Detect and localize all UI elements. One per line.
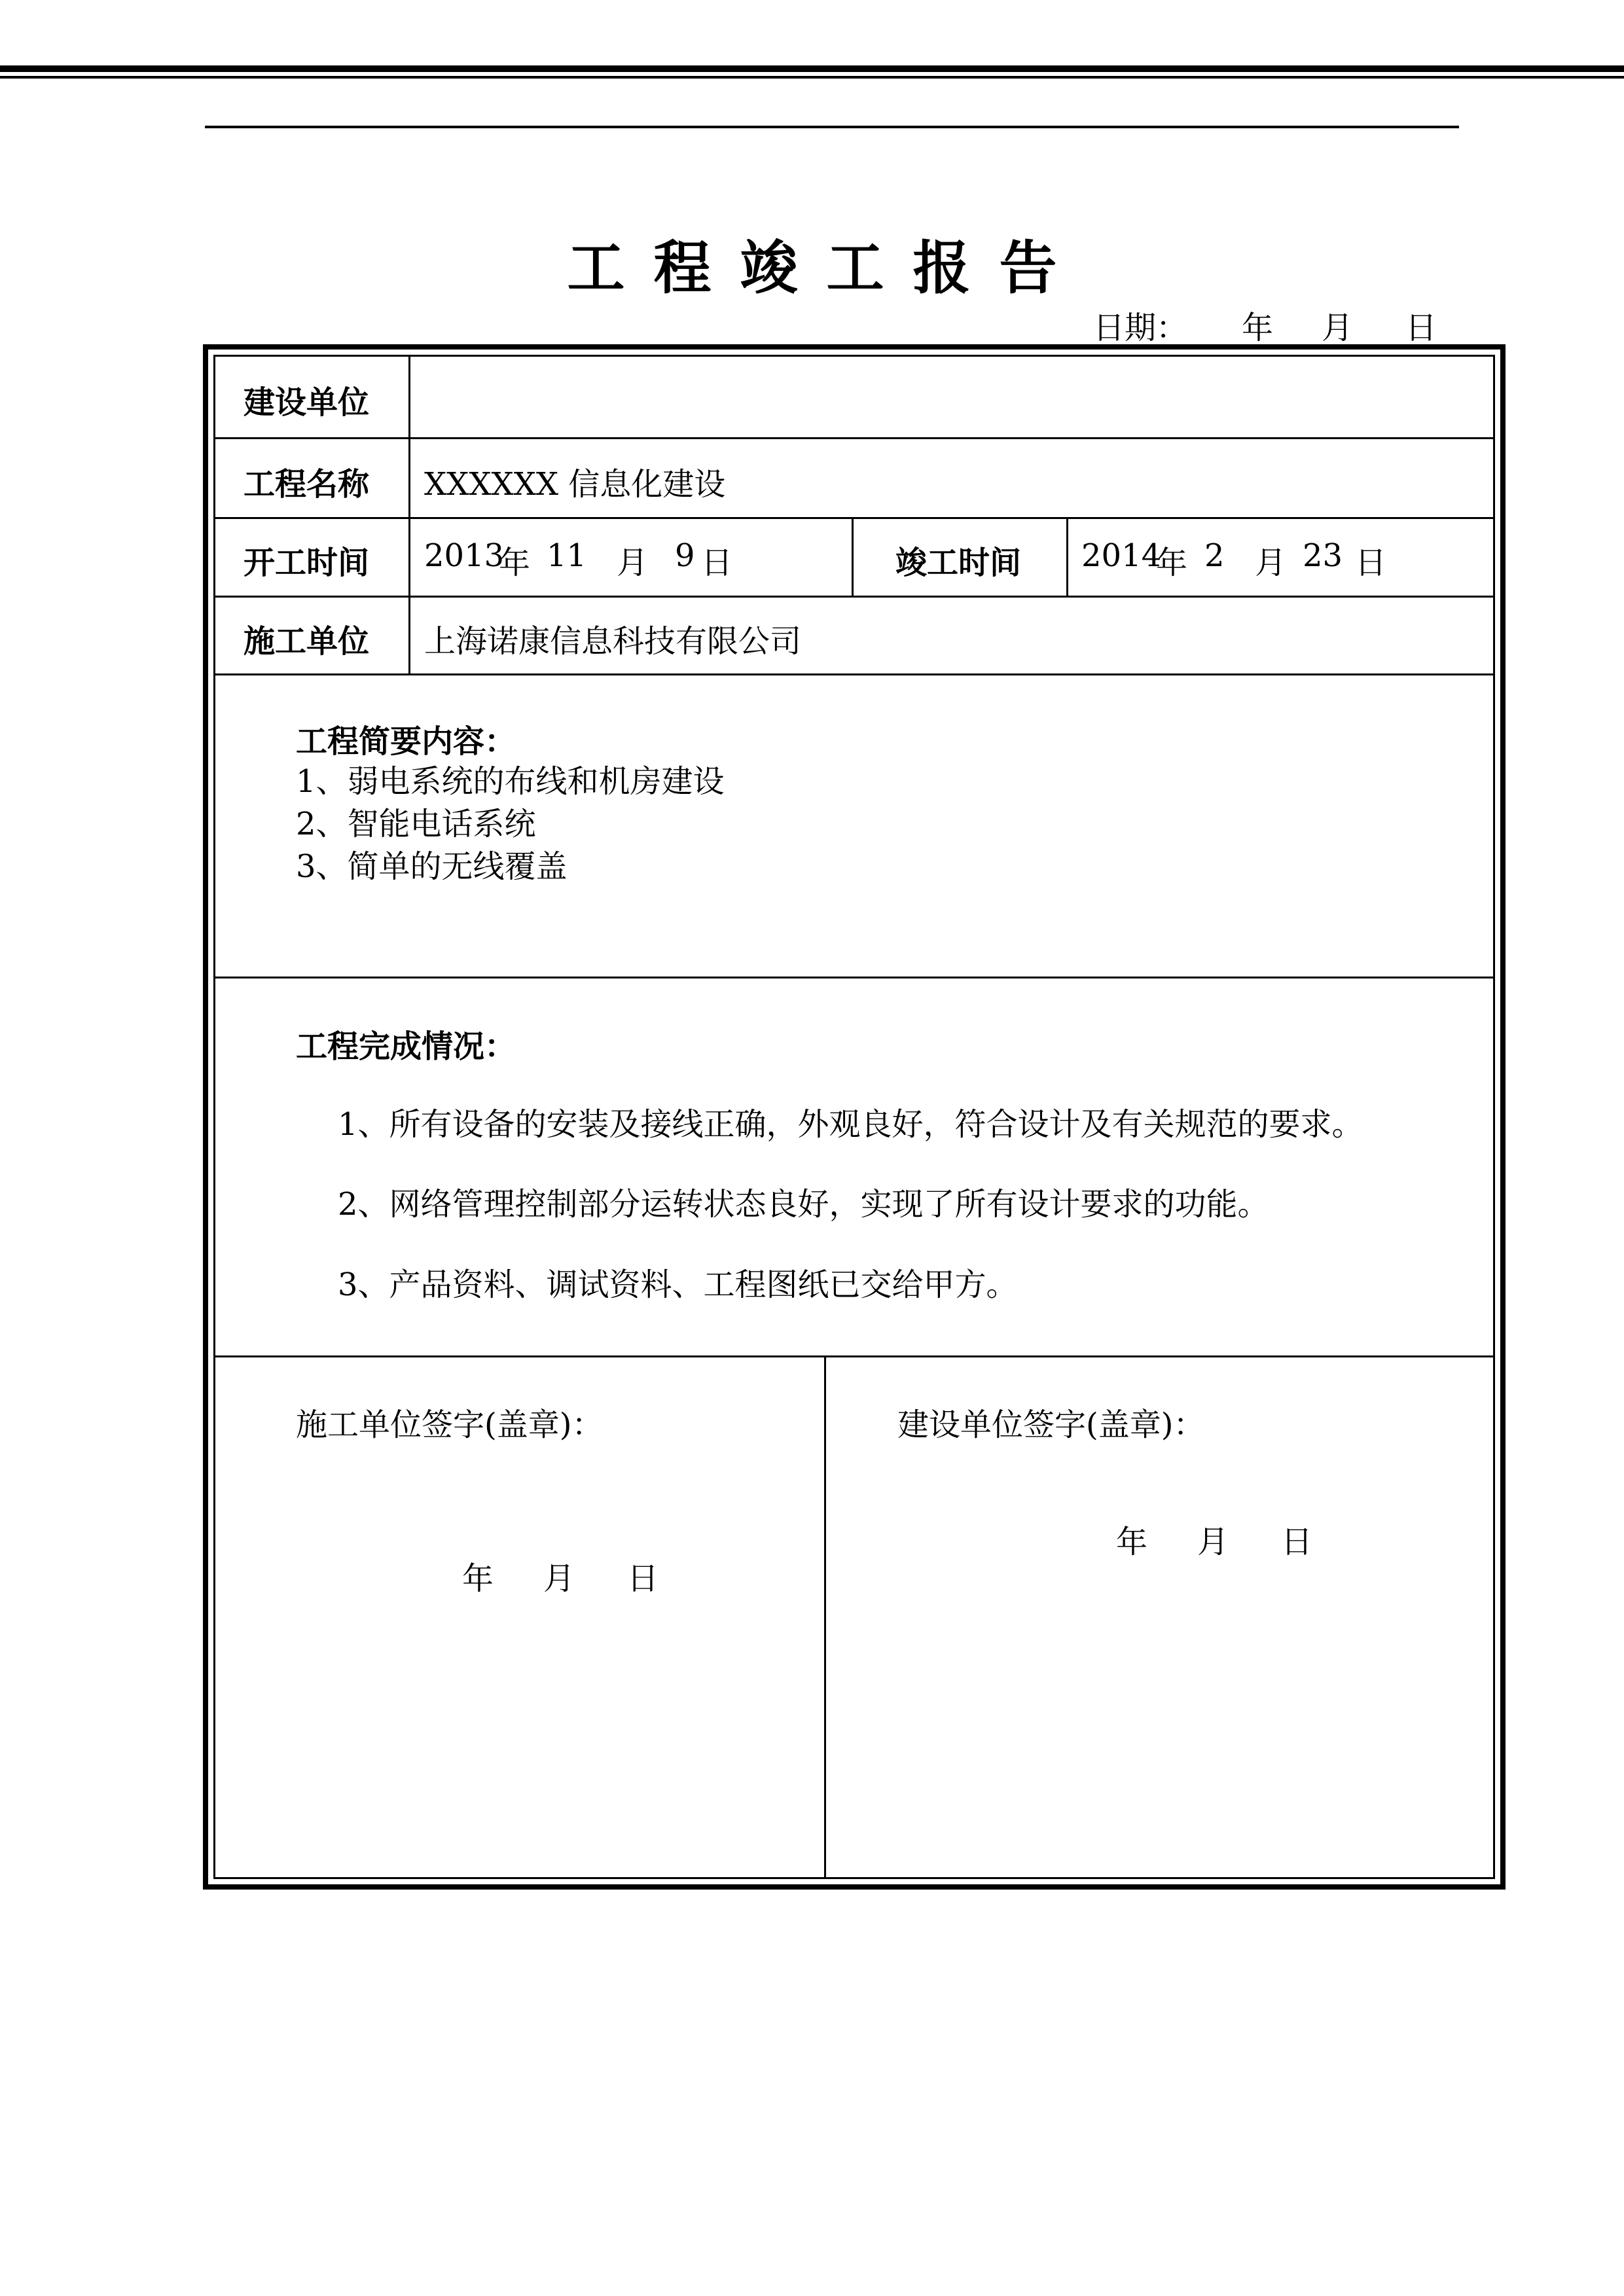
cell-divider	[852, 517, 854, 596]
owner-sign-year-unit: 年	[1116, 1524, 1148, 1560]
top-rule-thin	[0, 76, 1624, 79]
date-day-unit: 日	[1405, 310, 1437, 346]
project-name-label: 工程名称	[244, 466, 370, 503]
row-divider	[213, 437, 1495, 439]
start-day-number: 9	[675, 537, 695, 574]
owner-sign-month-unit: 月	[1197, 1524, 1229, 1560]
start-month-unit: 月	[617, 545, 649, 581]
row-divider	[213, 596, 1495, 598]
summary-heading: 工程简要内容：	[296, 723, 516, 760]
owner-unit-label: 建设单位	[244, 384, 370, 421]
start-year-number: 2013	[424, 537, 505, 574]
contractor-sign-year-unit: 年	[462, 1560, 494, 1597]
completion-time-label: 竣工时间	[895, 545, 1022, 581]
date-year-unit: 年	[1242, 310, 1274, 346]
end-month-unit: 月	[1255, 545, 1287, 581]
completion-item: 1、所有设备的安装及接线正确，外观良好，符合设计及有关规范的要求。	[338, 1106, 1363, 1143]
contractor-sign-day-unit: 日	[627, 1560, 659, 1597]
row-divider	[213, 517, 1495, 519]
completion-item: 3、产品资料、调试资料、工程图纸已交给甲方。	[338, 1266, 1018, 1303]
owner-sign-day-unit: 日	[1281, 1524, 1313, 1560]
end-month-number: 2	[1204, 537, 1225, 574]
page-title: 工程竣工报告	[567, 234, 1086, 302]
date-month-unit: 月	[1322, 310, 1354, 346]
start-day-unit: 日	[701, 545, 733, 581]
cell-divider	[1066, 517, 1068, 596]
start-month-number: 11	[547, 537, 587, 574]
start-year-unit: 年	[499, 545, 531, 581]
date-label: 日期：	[1093, 310, 1188, 346]
summary-item: 2、智能电话系统	[296, 806, 536, 842]
contractor-value: 上海诺康信息科技有限公司	[424, 623, 802, 660]
project-name-value: XXXXXX 信息化建设	[424, 466, 726, 503]
row-divider	[213, 673, 1495, 675]
summary-item: 3、简单的无线覆盖	[296, 848, 568, 885]
owner-signature-label: 建设单位签字(盖章)：	[897, 1407, 1205, 1443]
signature-column-divider	[824, 1355, 826, 1879]
completion-heading: 工程完成情况：	[296, 1028, 516, 1065]
end-day-number: 23	[1303, 537, 1343, 574]
header-line	[205, 126, 1459, 128]
row-divider	[213, 1355, 1495, 1357]
summary-item: 1、弱电系统的布线和机房建设	[296, 763, 725, 800]
start-time-label: 开工时间	[244, 545, 370, 581]
contractor-signature-label: 施工单位签字(盖章)：	[296, 1407, 604, 1443]
end-year-number: 2014	[1081, 537, 1162, 574]
end-day-unit: 日	[1355, 545, 1387, 581]
row-divider	[213, 977, 1495, 978]
contractor-label: 施工单位	[244, 623, 370, 660]
end-year-unit: 年	[1156, 545, 1188, 581]
contractor-sign-month-unit: 月	[543, 1560, 575, 1597]
label-column-divider	[408, 355, 410, 674]
top-rule-thick	[0, 65, 1624, 72]
completion-item: 2、网络管理控制部分运转状态良好，实现了所有设计要求的功能。	[338, 1186, 1269, 1223]
